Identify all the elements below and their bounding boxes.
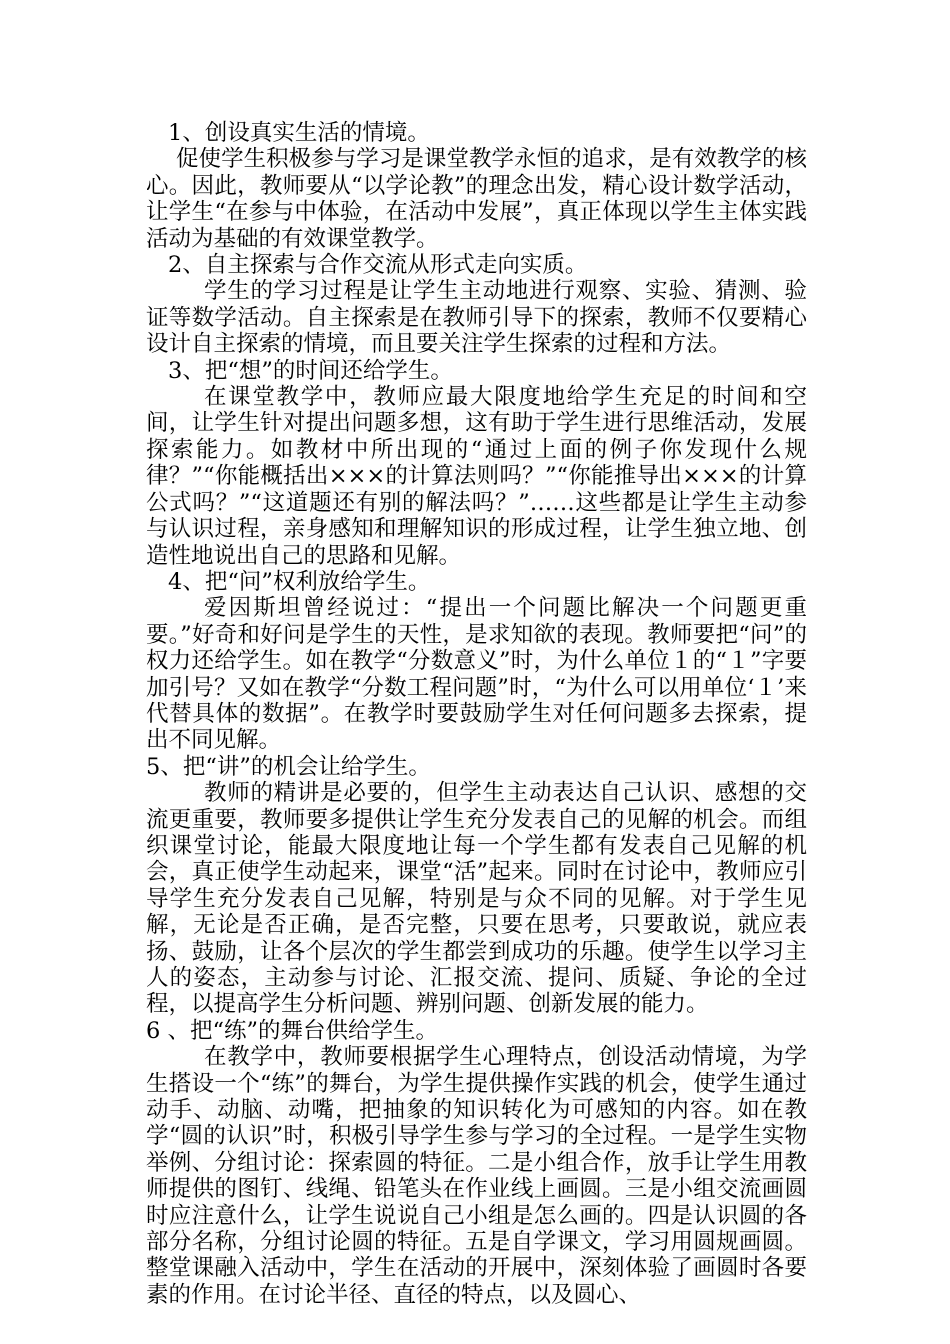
section-5-body: 教师的精讲是必要的，但学生主动表达自己认识、感想的交流更重要，教师要多提供让学生充分发表自己的见解的机会。而组织课堂讨论，能最大限度地让每一个学生都有发表自己见解的机会，真正使学生动起来，课堂“活”起来。同时在讨论中，教师应引导学生充分发表自己见解，特别是与众不同的见解。对于学生见解，无论是否正确，是否完整，只要在思考，只要敢说，就应表扬、鼓励，让各个层次的学生都尝到成功的乐趣。使学生以学习主人的姿态，主动参与讨论、汇报交流、提问、质疑、争论的全过程，以提高学生分析问题、辨别问题、创新发展的能力。: [146, 780, 807, 1018]
section-2-body: 学生的学习过程是让学生主动地进行观察、实验、猜测、验证等数学活动。自主探索是在教师引导下的探索，教师不仅要精心设计自主探索的情境，而且要关注学生探索的过程和方法。: [146, 278, 807, 358]
section-3-heading: 3、把“想”的时间还给学生。: [168, 357, 453, 384]
section-4-heading: 4、把“问”权利放给学生。: [168, 568, 431, 595]
section-6-heading: 6 、把“练”的舞台供给学生。: [146, 1017, 438, 1044]
section-6-body: 在教学中，教师要根据学生心理特点，创设活动情境，为学生搭设一个“练”的舞台，为学生提供操作实践的机会，使学生通过动手、动脑、动嘴，把抽象的知识转化为可感知的内容。如在教学“圆的认识”时，积极引导学生参与学习的全过程。一是学生实物举例、分组讨论：探索圆的特征。二是小组合作，放手让学生用教师提供的图钉、线绳、铅笔头在作业线上画圆。三是小组交流画圆时应注意什么，让学生说说自己小组是怎么画的。四是认识圆的各部分名称，分组讨论圆的特征。五是自学课文，学习用圆规画圆。整堂课融入活动中，学生在活动的开展中，深刻体验了画圆时各要素的作用。在讨论半径、直径的特点，以及圆心、: [146, 1044, 807, 1308]
section-1-body: 促使学生积极参与学习是课堂教学永恒的追求，是有效教学的核心。因此，教师要从“以学论教”的理念出发，精心设计数学活动，让学生“在参与中体验，在活动中发展”，真正体现以学生主体实践活动为基础的有效课堂教学。: [146, 146, 807, 252]
section-4-body: 爱因斯坦曾经说过：“提出一个问题比解决一个问题更重要。”好奇和好问是学生的天性，是求知欲的表现。教师要把“问”的权力还给学生。如在教学“分数意义”时，为什么单位１的“１”字要加引号？又如在教学“分数工程问题”时，“为什么可以用单位‘１’来代替具体的数据”。在教学时要鼓励学生对任何问题多去探索，提出不同见解。: [146, 595, 807, 754]
section-1-heading: 1、创设真实生活的情境。: [168, 120, 430, 146]
section-5-heading: 5、把“讲”的机会让给学生。: [146, 753, 431, 780]
document-page: [146, 120, 807, 1308]
section-3-body: 在课堂教学中，教师应最大限度地给学生充足的时间和空间，让学生针对提出问题多想，这有助于学生进行思维活动，发展探索能力。如教材中所出现的“通过上面的例子你发现什么规律？”“你能概括出×××的计算法则吗？”“你能推导出×××的计算公式吗？”“这道题还有别的解法吗？”……这些都是让学生主动参与认识过程，亲身感知和理解知识的形成过程，让学生独立地、创造性地说出自己的思路和见解。: [146, 384, 807, 569]
section-2-heading: 2、自主探索与合作交流从形式走向实质。: [168, 252, 588, 279]
